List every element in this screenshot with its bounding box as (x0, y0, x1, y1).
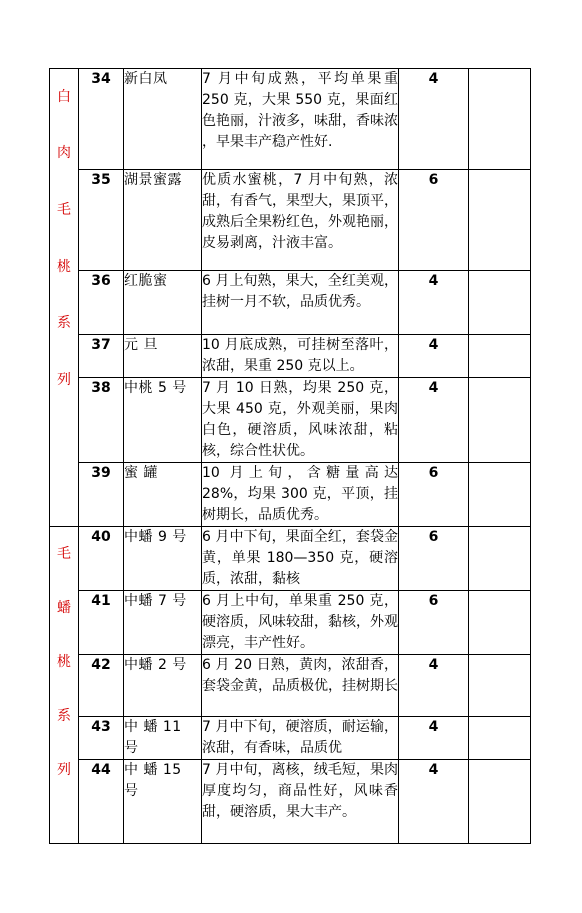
table-row (50, 378, 531, 463)
variety-price: 4 (399, 335, 469, 378)
series-char: 列 (57, 761, 71, 778)
variety-price: 4 (399, 760, 469, 844)
series-char: 毛 (57, 545, 71, 562)
blank-cell (469, 591, 531, 655)
variety-price: 6 (399, 463, 469, 527)
table-row (50, 69, 531, 170)
variety-number: 39 (79, 463, 124, 527)
variety-description: 6 月 20 日熟，黄肉，浓甜香，套袋金黄，品质极优，挂树期长 (202, 655, 399, 717)
variety-number: 38 (79, 378, 124, 463)
variety-price: 4 (399, 378, 469, 463)
variety-description: 7 月中旬，离核，绒毛短，果肉厚度均匀，商品性好，风味香甜，硬溶质，果大丰产。 (202, 760, 399, 844)
series-char: 蟠 (57, 599, 71, 616)
table-row (50, 655, 531, 717)
variety-table (49, 68, 531, 844)
variety-description: 10 月底成熟，可挂树至落叶，浓甜，果重 250 克以上。 (202, 335, 399, 378)
table-row (50, 760, 531, 844)
variety-description: 6 月中下旬，果面全红，套袋金黄，单果 180—350 克，硬溶质，浓甜，黏核 (202, 527, 399, 591)
variety-name: 中蟠 2 号 (124, 655, 202, 717)
variety-name: 元 旦 (124, 335, 202, 378)
variety-description: 6 月上中旬，单果重 250 克，硬溶质，风味较甜，黏核，外观漂亮，丰产性好。 (202, 591, 399, 655)
blank-cell (469, 463, 531, 527)
series-char: 列 (57, 372, 71, 389)
series-char: 白 (57, 88, 71, 105)
variety-price: 6 (399, 170, 469, 271)
variety-name: 中蟠 9 号 (124, 527, 202, 591)
series-char: 桃 (57, 653, 71, 670)
series-label-white-peach (50, 69, 79, 527)
series-char: 毛 (57, 202, 71, 219)
table-row (50, 335, 531, 378)
variety-number: 37 (79, 335, 124, 378)
variety-number: 35 (79, 170, 124, 271)
series-char: 肉 (57, 145, 71, 162)
variety-name: 中蟠 7 号 (124, 591, 202, 655)
blank-cell (469, 170, 531, 271)
variety-name: 中桃 5 号 (124, 378, 202, 463)
variety-name: 新白凤 (124, 69, 202, 170)
blank-cell (469, 335, 531, 378)
variety-price: 4 (399, 717, 469, 760)
variety-price: 6 (399, 591, 469, 655)
variety-description: 7 月 10 日熟，均果 250 克，大果 450 克，外观美丽，果肉白色，硬溶质，风味浓甜，粘核，综合性状优。 (202, 378, 399, 463)
blank-cell (469, 527, 531, 591)
series-char: 系 (57, 707, 71, 724)
variety-number: 41 (79, 591, 124, 655)
variety-description: 7 月中旬成熟，平均单果重 250 克，大果 550 克，果面红色艳丽，汁液多，味甜，香味浓 ，早果丰产稳产性好. (202, 69, 399, 170)
table-row (50, 527, 531, 591)
variety-price: 4 (399, 271, 469, 335)
variety-description: 10 月上旬，含糖量高达 28%，均果 300 克，平顶，挂树期长，品质优秀。 (202, 463, 399, 527)
variety-name: 中 蟠 11 号 (124, 717, 202, 760)
table-row (50, 717, 531, 760)
variety-price: 4 (399, 69, 469, 170)
variety-description: 优质水蜜桃，7 月中旬熟，浓 甜，有香气，果型大，果顶平，成熟后全果粉红色，外观艳丽，皮易剥离，汁液丰富。 (202, 170, 399, 271)
blank-cell (469, 69, 531, 170)
series-char: 桃 (57, 258, 71, 275)
blank-cell (469, 760, 531, 844)
variety-number: 43 (79, 717, 124, 760)
variety-number: 42 (79, 655, 124, 717)
variety-description: 7 月中下旬，硬溶质，耐运输，浓甜，有香味，品质优 (202, 717, 399, 760)
blank-cell (469, 378, 531, 463)
variety-number: 36 (79, 271, 124, 335)
table-row (50, 463, 531, 527)
series-label-flat-peach (50, 527, 79, 844)
variety-name: 蜜 罐 (124, 463, 202, 527)
variety-name: 红脆蜜 (124, 271, 202, 335)
variety-number: 44 (79, 760, 124, 844)
table-row (50, 591, 531, 655)
table-row (50, 271, 531, 335)
blank-cell (469, 271, 531, 335)
variety-name: 中 蟠 15 号 (124, 760, 202, 844)
variety-number: 34 (79, 69, 124, 170)
table-row (50, 170, 531, 271)
blank-cell (469, 655, 531, 717)
variety-name: 湖景蜜露 (124, 170, 202, 271)
variety-price: 4 (399, 655, 469, 717)
variety-number: 40 (79, 527, 124, 591)
variety-description: 6 月上旬熟，果大，全红美观，挂树一月不软，品质优秀。 (202, 271, 399, 335)
blank-cell (469, 717, 531, 760)
variety-price: 6 (399, 527, 469, 591)
series-char: 系 (57, 315, 71, 332)
